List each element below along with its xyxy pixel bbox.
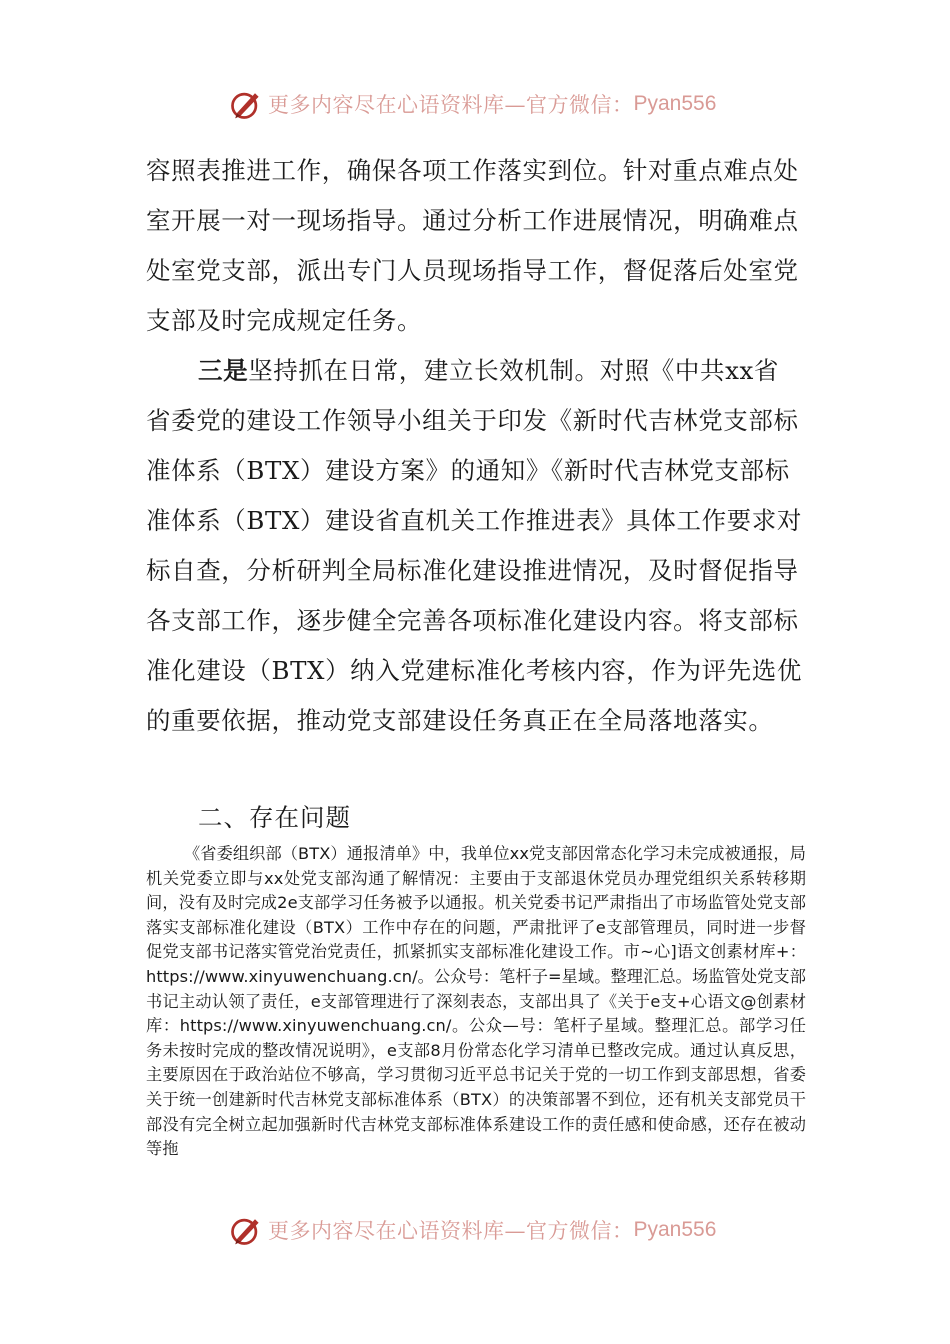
- pen-logo-icon: [228, 86, 264, 122]
- point-three-lead: 三是: [198, 356, 249, 385]
- continuation-text: 容照表推进工作，确保各项工作落实到位。针对重点难点处室开展一对一现场指导。通过分析工作进展情况，明确难点处室党支部，派出专门人员现场指导工作，督促落后处室党支部及时完成规定任务。: [146, 156, 799, 335]
- continuation-paragraph: [146, 146, 802, 346]
- problems-paragraph: 《省委组织部（BTX）通报清单》中，我单位xx党支部因常态化学习未完成被通报，局机关党委立即与xx处党支部沟通了解情况：主要由于支部退休党员办理党组织关系转移期间，没有及时完成2e支部学习任务被予以通报。机关党委书记严肃指出了市场监管处党支部落实支部标准化建设（BTX）工作中存在的问题，严肃批评了e支部管理员，同时进一步督促党支部书记落实管党治党责任，抓紧抓实支部标准化建设工作。市~心]语文创素材库+：https://www.xinyuwenchuang.cn/。公众号：笔杆子=星域。整理汇总。场监管处党支部书记主动认领了责任，e支部管理进行了深刻表态，支部出具了《关于e支+心语文@创素材库：https://www.xinyuwenchuang.cn/。公众—号：笔杆子星域。整理汇总。部学习任务未按时完成的整改情况说明》，e支部8月份常态化学习清单已整改完成。通过认真反思，主要原因在于政治站位不够高，学习贯彻习近平总书记关于党的一切工作到支部思想，省委关于统一创建新时代吉林党支部标准体系（BTX）的决策部署不到位，还有机关支部党员干部没有完全树立起加强新时代吉林党支部标准体系建设工作的责任感和使命感，还存在被动等拖: [146, 844, 806, 1159]
- watermark-text: 更多内容尽在心语资料库—官方微信：: [268, 1219, 634, 1243]
- section-heading: 二、存在问题: [198, 803, 351, 832]
- point-three-body: 坚持抓在日常，建立长效机制。对照《中共xx省省委党的建设工作领导小组关于印发《新时代吉林党支部标准体系（BTX）建设方案》的通知》《新时代吉林党支部标准体系（BTX）建设省直机关工作推进表》具体工作要求对标自查，分析研判全局标准化建设推进情况，及时督促指导各支部工作，逐步健全完善各项标准化建设内容。将支部标准化建设（BTX）纳入党建标准化考核内容，作为评先选优的重要依据，推动党支部建设任务真正在全局落地落实。: [146, 356, 802, 735]
- watermark-wechat-id: Pyan556: [633, 1218, 717, 1241]
- watermark-wechat-id: Pyan556: [633, 92, 717, 115]
- point-three-paragraph: [146, 346, 802, 746]
- header-watermark-banner: [228, 82, 716, 126]
- footer-watermark-banner: [228, 1208, 716, 1252]
- watermark-text: 更多内容尽在心语资料库—官方微信：: [268, 93, 634, 117]
- point-three-text: [146, 346, 802, 746]
- pen-logo-icon: [228, 1212, 264, 1248]
